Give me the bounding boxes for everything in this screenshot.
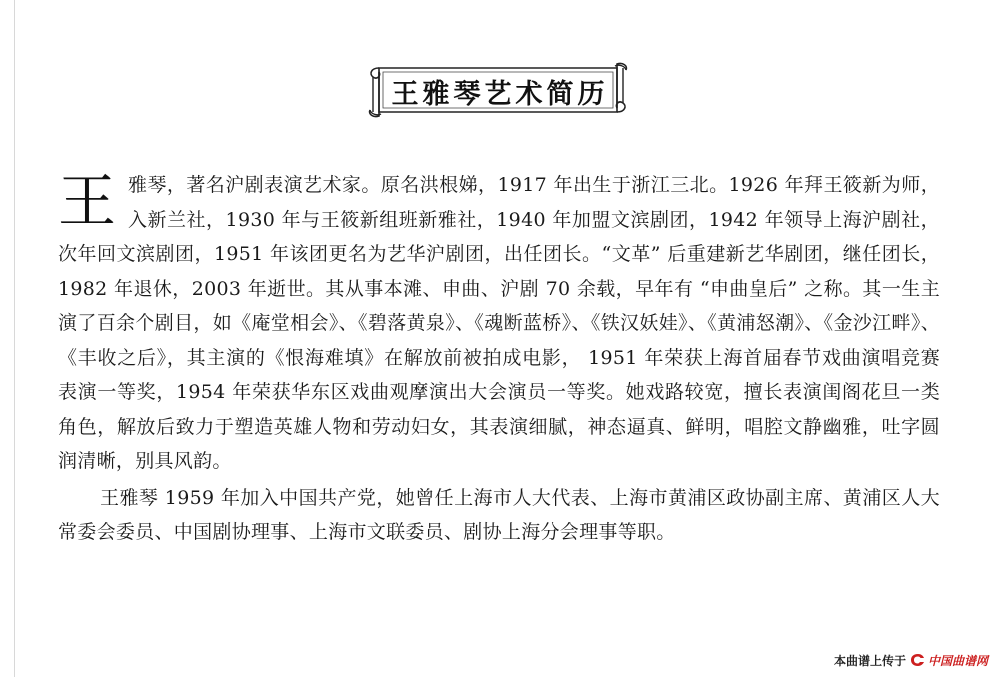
biography-body [58,168,940,550]
footer-watermark [834,651,988,669]
upload-label: 本曲谱上传于 [833,653,906,668]
site-name: 中国曲谱网 [927,653,988,668]
drop-cap: 王 [58,167,117,235]
biography-paragraph-1 [58,168,940,479]
paragraph-2-text: 王雅琴 1959 年加入中国共产党，她曾任上海市人大代表、上海市黄浦区政协副主席、黄浦区人大常委会委员、中国剧协理事、上海市文联委员、剧协上海分会理事等职。 [58,486,940,543]
site-logo-icon [910,653,926,667]
title-scroll-banner [365,60,635,122]
scan-edge-line [14,0,15,677]
biography-paragraph-2 [58,481,940,550]
paragraph-1-text: 雅琴，著名沪剧表演艺术家。原名洪根娣，1917 年出生于浙江三北。1926 年拜王筱新为师，入新兰社，1930 年与王筱新组班新雅社，1940 年加盟文滨剧团，1942 年领导上海沪剧社，次年回文滨剧团，1951 年该团更名为艺华沪剧团，出任团长。“文革” 后重建新艺华剧团，继任团长，1982 年退休，2003 年逝世。其从事本滩、申曲、沪剧 70 余载，早年有 “申曲皇后” 之称。其一生主演了百余个剧目，如《庵堂相会》、《碧落黄泉》、《魂断蓝桥》、《铁汉妖娃》、《黄浦怒潮》、《金沙江畔》、《丰收之后》，其主演的《恨海难填》在解放前被拍成电影， 1951 年荣获上海首届春节戏曲演唱竞赛表演一等奖，1954 年荣获华东区戏曲观摩演出大会演员一等奖。她戏路较宽，擅长表演闺阁花旦一类角色，解放后致力于塑造英雄人物和劳动妇女，其表演细腻，神态逼真、鲜明，唱腔文静幽雅，吐字圆润清晰，别具风韵。 [58,174,940,472]
page-title: 王雅琴艺术简历 [391,79,609,110]
